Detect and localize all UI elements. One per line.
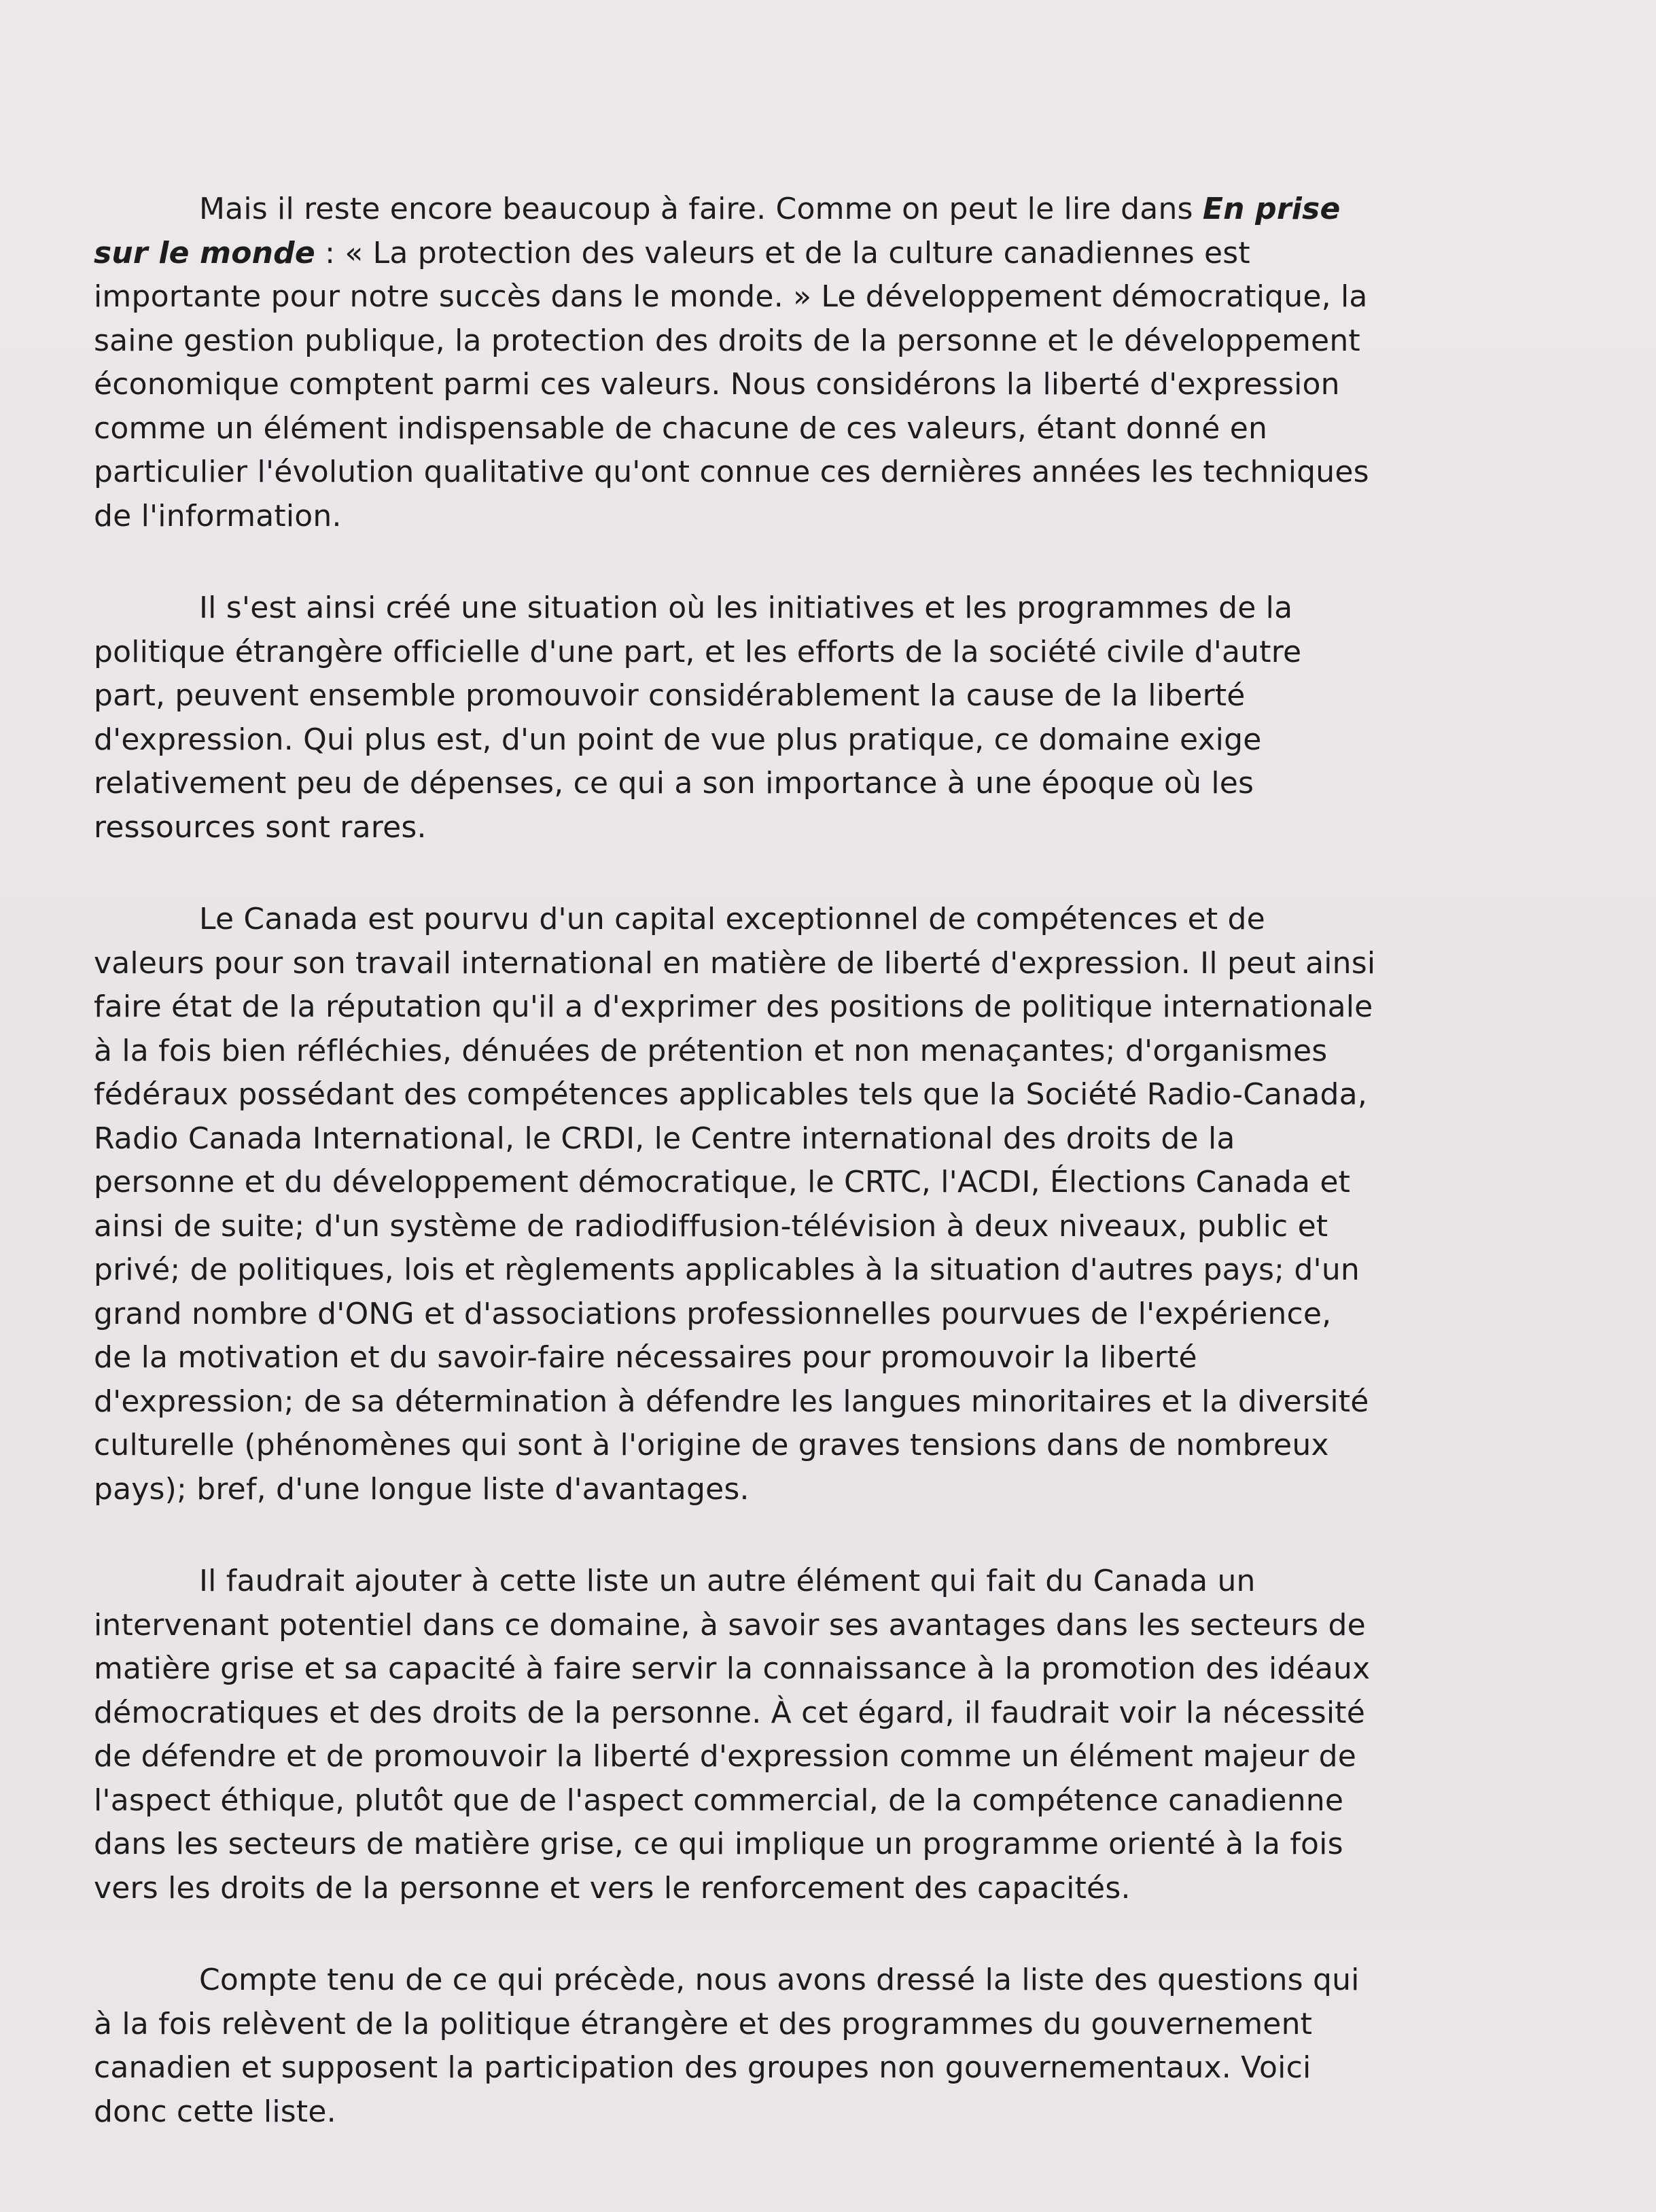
text-segment: Mais il reste encore beaucoup à faire. Comme on peut le lire dans [199, 192, 1203, 226]
text-segment: matière grise et sa capacité à faire servir la connaissance à la promotion des idéaux [94, 1651, 1371, 1686]
text-line [94, 1424, 1409, 1468]
text-segment: intervenant potentiel dans ce domaine, à savoir ses avantages dans les secteurs de [94, 1607, 1366, 1643]
text-segment: Il s'est ainsi créé une situation où les initiatives et les programmes de la [199, 591, 1293, 625]
text-line [94, 718, 1409, 762]
text-line [94, 942, 1409, 986]
text-segment: l'aspect éthique, plutôt que de l'aspect commercial, de la compétence canadienne [94, 1783, 1344, 1818]
text-segment: saine gestion publique, la protection des droits de la personne et le développement [94, 323, 1360, 358]
text-line [94, 674, 1409, 718]
text-line [94, 275, 1409, 319]
text-segment: de défendre et de promouvoir la liberté d'expression comme un élément majeur de [94, 1739, 1357, 1774]
text-line [94, 1293, 1409, 1337]
text-segment: importante pour notre succès dans le monde. » Le développement démocratique, la [94, 279, 1368, 314]
text-segment: part, peuvent ensemble promouvoir considérablement la cause de la liberté [94, 678, 1246, 713]
text-segment: canadien et supposent la participation des groupes non gouvernementaux. Voici [94, 2050, 1311, 2085]
text-segment: politique étrangère officielle d'une part, et les efforts de la société civile d'autre [94, 634, 1302, 669]
text-segment: pays); bref, d'une longue liste d'avantages. [94, 1471, 750, 1507]
text-line [94, 1336, 1409, 1380]
text-line [94, 1248, 1409, 1293]
text-segment: Il faudrait ajouter à cette liste un autre élément qui fait du Canada un [199, 1564, 1256, 1598]
text-line [94, 1380, 1409, 1424]
text-segment: Radio Canada International, le CRDI, le Centre international des droits de la [94, 1121, 1235, 1156]
text-segment: donc cette liste. [94, 2094, 336, 2129]
text-segment: personne et du développement démocratique, le CRTC, l'ACDI, Élections Canada et [94, 1165, 1351, 1199]
text-segment: à la fois relèvent de la politique étrangère et des programmes du gouvernement [94, 2006, 1313, 2041]
text-segment: de l'information. [94, 498, 342, 533]
text-line [94, 319, 1409, 364]
text-line [94, 806, 1409, 850]
text-line [94, 1468, 1409, 1512]
text-line [94, 1735, 1409, 1779]
text-segment: relativement peu de dépenses, ce qui a son importance à une époque où les [94, 766, 1254, 801]
text-line [94, 1867, 1409, 1911]
text-line [94, 762, 1409, 806]
text-line [94, 1604, 1409, 1648]
text-segment: grand nombre d'ONG et d'associations professionnelles pourvues de l'expérience, [94, 1296, 1332, 1331]
text-line [94, 1161, 1409, 1205]
text-segment: valeurs pour son travail international en matière de liberté d'expression. Il peut ainsi [94, 945, 1376, 981]
text-segment: particulier l'évolution qualitative qu'ont connue ces dernières années les techniques [94, 455, 1369, 489]
text-segment: Compte tenu de ce qui précède, nous avons dressé la liste des questions qui [199, 1963, 1360, 1997]
text-line [94, 898, 1409, 942]
text-line [94, 1117, 1409, 1161]
text-line [94, 188, 1409, 232]
paragraph [94, 586, 1409, 849]
text-line [94, 495, 1409, 539]
text-segment: d'expression; de sa détermination à défendre les langues minoritaires et la diversité [94, 1384, 1369, 1419]
text-line [94, 586, 1409, 631]
text-segment: économique comptent parmi ces valeurs. Nous considérons la liberté d'expression [94, 367, 1340, 402]
text-segment: : « La protection des valeurs et de la culture canadiennes est [315, 235, 1250, 270]
text-segment: ainsi de suite; d'un système de radiodiffusion-télévision à deux niveaux, public et [94, 1208, 1328, 1244]
text-line [94, 1647, 1409, 1691]
text-line [94, 1823, 1409, 1867]
text-segment: de la motivation et du savoir-faire nécessaires pour promouvoir la liberté [94, 1340, 1197, 1375]
text-line [94, 451, 1409, 495]
text-line [94, 985, 1409, 1030]
text-segment: Le Canada est pourvu d'un capital exceptionnel de compétences et de [199, 902, 1265, 936]
text-line [94, 1073, 1409, 1117]
document-body [94, 188, 1409, 2182]
text-line [94, 1959, 1409, 2003]
text-segment: fédéraux possédant des compétences applicables tels que la Société Radio-Canada, [94, 1077, 1368, 1112]
text-line [94, 2046, 1409, 2090]
text-line [94, 1560, 1409, 1604]
text-segment: démocratiques et des droits de la personne. À cet égard, il faudrait voir la nécessité [94, 1695, 1366, 1730]
emphasized-title: En prise [1202, 192, 1341, 226]
text-line [94, 407, 1409, 451]
text-segment: comme un élément indispensable de chacune de ces valeurs, étant donné en [94, 410, 1268, 446]
emphasized-title: sur le monde [94, 235, 315, 270]
paragraph [94, 898, 1409, 1511]
text-segment: à la fois bien réfléchies, dénuées de prétention et non menaçantes; d'organismes [94, 1033, 1328, 1068]
paragraph [94, 188, 1409, 538]
paragraph [94, 1959, 1409, 2134]
text-segment: d'expression. Qui plus est, d'un point de vue plus pratique, ce domaine exige [94, 722, 1262, 757]
text-segment: dans les secteurs de matière grise, ce qui implique un programme orienté à la fois [94, 1827, 1343, 1861]
text-segment: privé; de politiques, lois et règlements applicables à la situation d'autres pays; d'un [94, 1252, 1360, 1287]
text-segment: faire état de la réputation qu'il a d'exprimer des positions de politique internationale [94, 989, 1373, 1024]
text-line [94, 631, 1409, 675]
text-line [94, 232, 1409, 276]
text-segment: ressources sont rares. [94, 809, 427, 845]
text-segment: culturelle (phénomènes qui sont à l'origine de graves tensions dans de nombreux [94, 1428, 1329, 1462]
text-line [94, 2003, 1409, 2047]
text-line [94, 1691, 1409, 1736]
text-line [94, 2090, 1409, 2135]
paragraph [94, 1560, 1409, 1910]
text-line [94, 1779, 1409, 1823]
text-line [94, 1030, 1409, 1074]
text-line [94, 1205, 1409, 1249]
text-segment: vers les droits de la personne et vers le renforcement des capacités. [94, 1870, 1131, 1906]
text-line [94, 363, 1409, 407]
